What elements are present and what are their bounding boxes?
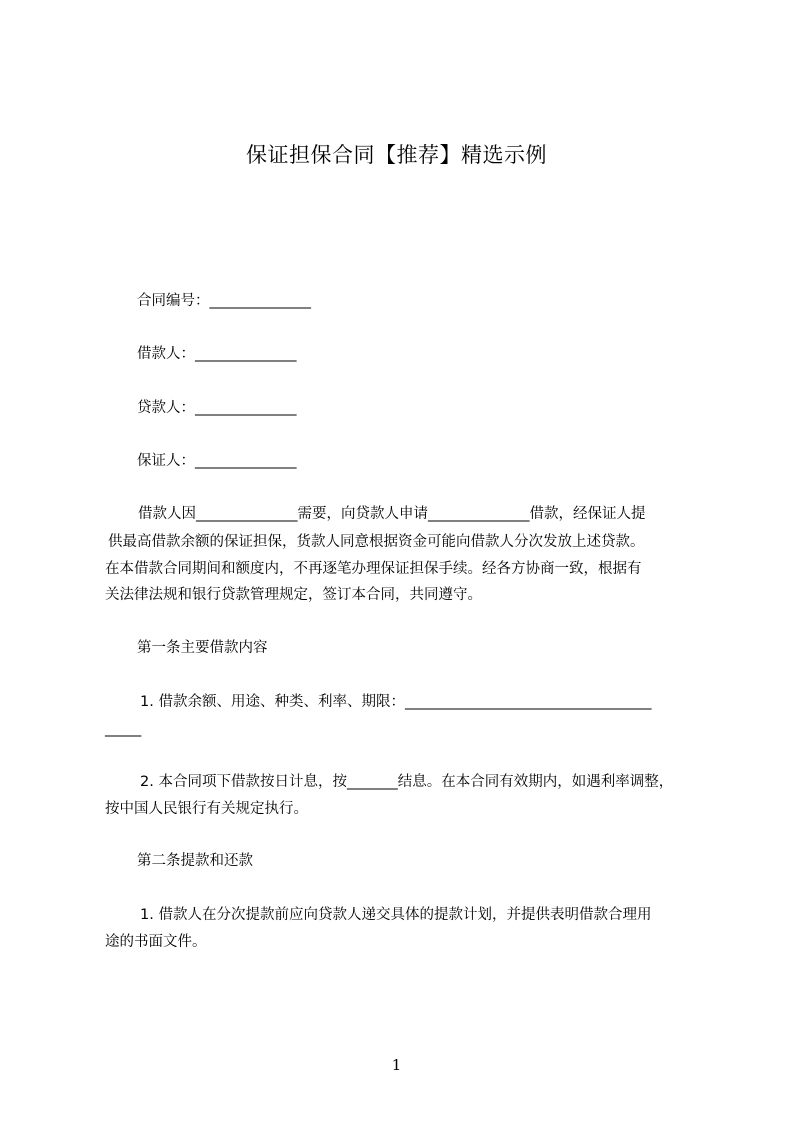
contract-number-field: 合同编号：______________ — [137, 293, 311, 309]
guarantor-field: 保证人：______________ — [137, 453, 297, 469]
borrower-field: 借款人：______________ — [137, 346, 297, 362]
article-2-item-1-line-1: 1. 借款人在分次提款前应向贷款人递交具体的提款计划，并提供表明借款合理用 — [140, 907, 652, 923]
article-2-heading: 第二条提款和还款 — [137, 853, 253, 869]
article-1-item-1-line-1: 1. 借款余额、用途、种类、利率、期限：__________________________________ — [140, 694, 652, 710]
article-1-heading: 第一条主要借款内容 — [137, 640, 268, 656]
document-title: 保证担保合同【推荐】精选示例 — [246, 143, 547, 167]
preamble-line-2: 供最高借款余额的保证担保，货款人同意根据资金可能向借款人分次发放上述贷款。 — [108, 534, 645, 550]
article-1-item-1-line-2: _____ — [105, 721, 142, 737]
lender-field: 贷款人：______________ — [137, 400, 297, 416]
preamble-line-1: 借款人因______________需要，向贷款人申请______________借款，经保证人提 — [138, 506, 646, 522]
preamble-line-4: 关法律法规和银行贷款管理规定，签订本合同，共同遵守。 — [105, 587, 482, 603]
page-number: 1 — [391, 1056, 402, 1074]
preamble-line-3: 在本借款合同期间和额度内，不再逐笔办理保证担保手续。经各方协商一致，根据有 — [105, 561, 642, 577]
article-1-item-2-line-1: 2. 本合同项下借款按日计息，按_______结息。在本合同有效期内，如遇利率调整， — [140, 774, 674, 790]
article-1-item-2-line-2: 按中国人民银行有关规定执行。 — [105, 801, 308, 817]
article-2-item-1-line-2: 途的书面文件。 — [105, 934, 207, 950]
